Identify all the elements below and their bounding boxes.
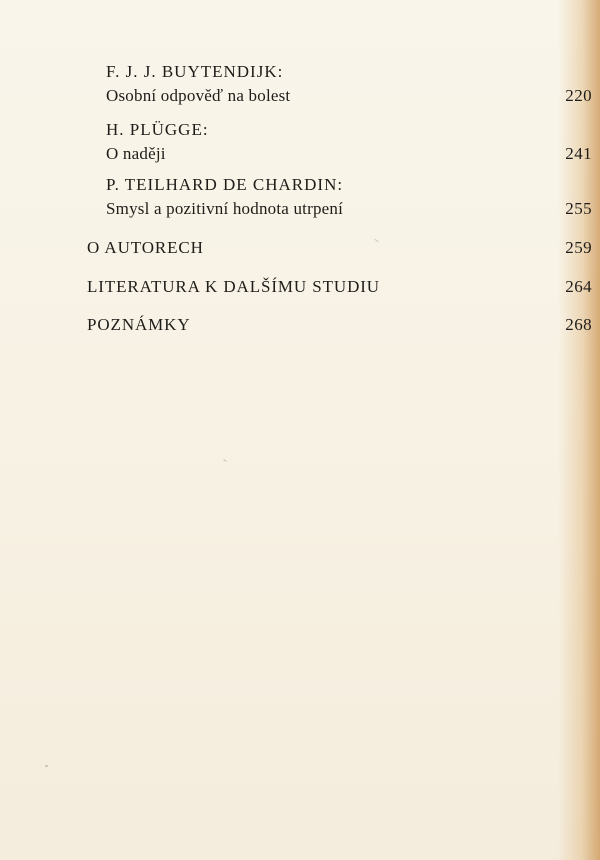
- toc-section-o-autorech: O AUTORECH: [87, 238, 204, 257]
- toc-title-buytendijk: Osobní odpověď na bolest: [106, 86, 291, 105]
- toc-page-number: 220: [565, 86, 592, 105]
- toc-entry-line: [0, 142, 600, 166]
- toc-title-plugge: O naději: [106, 144, 166, 163]
- toc-page-number: 268: [565, 315, 592, 334]
- paper-speck: [45, 765, 48, 767]
- toc-author-line: [0, 173, 600, 197]
- toc-section-line: [0, 313, 600, 337]
- toc-section-line: [0, 236, 600, 260]
- toc-page-number: 264: [565, 277, 592, 296]
- toc-author-line: [0, 118, 600, 142]
- toc-page-number: 259: [565, 238, 592, 257]
- toc-title-teilhard: Smysl a pozitivní hodnota utrpení: [106, 199, 344, 218]
- toc-entry-line: [0, 84, 600, 108]
- toc-page-number: 241: [565, 144, 592, 163]
- toc-author-buytendijk: F. J. J. BUYTENDIJK:: [106, 62, 284, 81]
- toc-author-line: [0, 60, 600, 84]
- toc-author-plugge: H. PLÜGGE:: [106, 120, 209, 139]
- toc-section-literatura: LITERATURA K DALŠÍMU STUDIU: [87, 277, 380, 296]
- toc-author-teilhard: P. TEILHARD DE CHARDIN:: [106, 175, 344, 194]
- toc-page-number: 255: [565, 199, 592, 218]
- toc-entry-line: [0, 197, 600, 221]
- toc-section-line: [0, 275, 600, 299]
- toc-section-poznamky: POZNÁMKY: [87, 315, 191, 334]
